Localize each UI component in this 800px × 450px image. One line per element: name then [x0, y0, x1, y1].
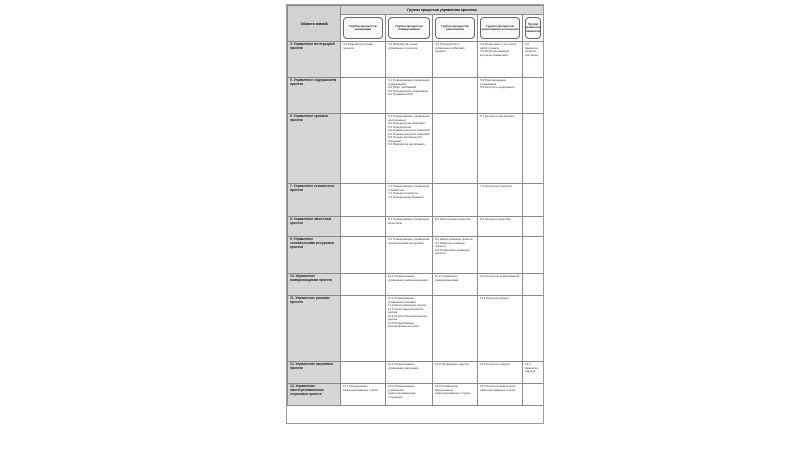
knowledge-area-label: 10. Управление коммуникациями проекта [288, 274, 341, 296]
process-cell [478, 237, 523, 274]
process-cell: 12.2 Проведение закупок [433, 362, 478, 384]
process-cell: 10.3 Контроль коммуникаций [478, 274, 523, 296]
process-cell: 4.1 Разработка устава проекта [341, 42, 386, 78]
process-cell: 9.1 Планирование управления человеческими ресурсами [386, 237, 433, 274]
area-header: Области знаний [288, 6, 341, 42]
process-cell: 5.1 Планирование управления содержанием 5.2 Сбор требований 5.3 Определение содержания 5.4 Создание ИСР [386, 78, 433, 114]
process-cell [523, 114, 544, 184]
table-row-integration [288, 42, 544, 78]
column-header-label: Группа процессов планирования [388, 17, 430, 39]
process-cell [341, 184, 386, 217]
column-header-initiating [341, 15, 386, 42]
process-cell [523, 384, 544, 406]
column-header-monitoring [478, 15, 523, 42]
process-cell: 4.6 Закрытие проекта или фазы [523, 42, 544, 78]
process-cell: 8.2 Обеспечение качества [433, 217, 478, 237]
process-cell [341, 237, 386, 274]
process-cell [433, 184, 478, 217]
process-cell: 12.3 Контроль закупок [478, 362, 523, 384]
process-cell: 6.1 Планирование управления расписанием 6.2 Определение операций 6.3 Определение последовательности операций 6.4 Оценка ресурсов операций 6.5 Оценка длительности операций 6.6 Разработка расписания [386, 114, 433, 184]
table-row-schedule [288, 114, 544, 184]
table-row-risk [288, 296, 544, 362]
knowledge-area-label: 6. Управление сроками проекта [288, 114, 341, 184]
knowledge-area-label: 11. Управление рисками проекта [288, 296, 341, 362]
document-page [286, 4, 544, 424]
process-cell: 12.1 Планирование управления закупками [386, 362, 433, 384]
process-cell [433, 78, 478, 114]
process-cell: 11.6 Контроль рисков [478, 296, 523, 362]
knowledge-area-label: 7. Управление стоимостью проекта [288, 184, 341, 217]
process-cell: 12.4 Закрытие закупок [523, 362, 544, 384]
table-row-communications [288, 274, 544, 296]
table-row-procurement [288, 362, 544, 384]
knowledge-area-label: 12. Управление закупками проекта [288, 362, 341, 384]
process-cell [341, 274, 386, 296]
process-cell: 13.1 Определение заинтересованных сторон [341, 384, 386, 406]
column-header-planning [386, 15, 433, 42]
process-cell: 13.4 Контроль вовлечения заинтересованных сторон [478, 384, 523, 406]
process-cell: 13.3 Управление вовлечением заинтересованных сторон [433, 384, 478, 406]
process-cell [523, 184, 544, 217]
knowledge-area-label: 8. Управление качеством проекта [288, 217, 341, 237]
table-row-scope [288, 78, 544, 114]
process-cell [341, 362, 386, 384]
process-groups-header: Группы процессов управления проектом [341, 6, 544, 15]
knowledge-area-label: 9. Управление человеческими ресурсами проекта [288, 237, 341, 274]
column-header-label: Группа процессов инициации [343, 17, 383, 39]
process-cell: 8.1 Планирование управления качеством [386, 217, 433, 237]
process-cell [523, 237, 544, 274]
process-cell: 9.2 Набор команды проекта 9.3 Развитие команды проекта 9.4 Управление командой проекта [433, 237, 478, 274]
process-cell [433, 114, 478, 184]
column-header-closing [523, 15, 544, 42]
column-header-label: Группа процессов мониторинга и контроля [480, 17, 520, 39]
process-cell [523, 78, 544, 114]
table-row-stakeholders [288, 384, 544, 406]
process-cell: 5.5 Подтверждение содержания 5.6 Контроль содержания [478, 78, 523, 114]
process-cell: 4.2 Разработка плана управления проектом [386, 42, 433, 78]
table-row-quality [288, 217, 544, 237]
column-header-label: Группа процессов исполнения [435, 17, 475, 39]
process-cell: 8.3 Контроль качества [478, 217, 523, 237]
process-cell [523, 217, 544, 237]
table-row-cost [288, 184, 544, 217]
process-cell [433, 296, 478, 362]
process-cell: 6.7 Контроль расписания [478, 114, 523, 184]
process-cell: 7.1 Планирование управления стоимостью 7.2 Оценка стоимости 7.3 Определение бюджета [386, 184, 433, 217]
process-cell [341, 217, 386, 237]
column-header-executing [433, 15, 478, 42]
process-cell: 11.1 Планирование управления рисками 11.2 Идентификация рисков 11.3 Качественный анализ рисков 11.4 Количественный анализ рисков 11.5 Планирование реагирования на риски [386, 296, 433, 362]
process-cell [341, 78, 386, 114]
process-cell: 10.2 Управление коммуникациями [433, 274, 478, 296]
process-cell: 10.1 Планирование управления коммуникациями [386, 274, 433, 296]
process-cell: 7.4 Контроль стоимости [478, 184, 523, 217]
process-matrix-table [287, 5, 544, 406]
knowledge-area-label: 13. Управление заинтересованными сторонами проекта [288, 384, 341, 406]
process-cell [523, 296, 544, 362]
process-cell: 13.2 Планирование управления заинтересованными сторонами [386, 384, 433, 406]
process-cell: 4.4 Мониторинг и контроль работ проекта 4.5 Интегрированный контроль изменений [478, 42, 523, 78]
process-cell [523, 274, 544, 296]
table-row-human-resources [288, 237, 544, 274]
column-header-label: Группа процессов закрытия [525, 17, 541, 39]
process-cell [341, 296, 386, 362]
process-cell [341, 114, 386, 184]
knowledge-area-label: 4. Управление интеграцией проекта [288, 42, 341, 78]
knowledge-area-label: 5. Управление содержанием проекта [288, 78, 341, 114]
process-cell: 4.3 Руководство и управление работами проекта [433, 42, 478, 78]
